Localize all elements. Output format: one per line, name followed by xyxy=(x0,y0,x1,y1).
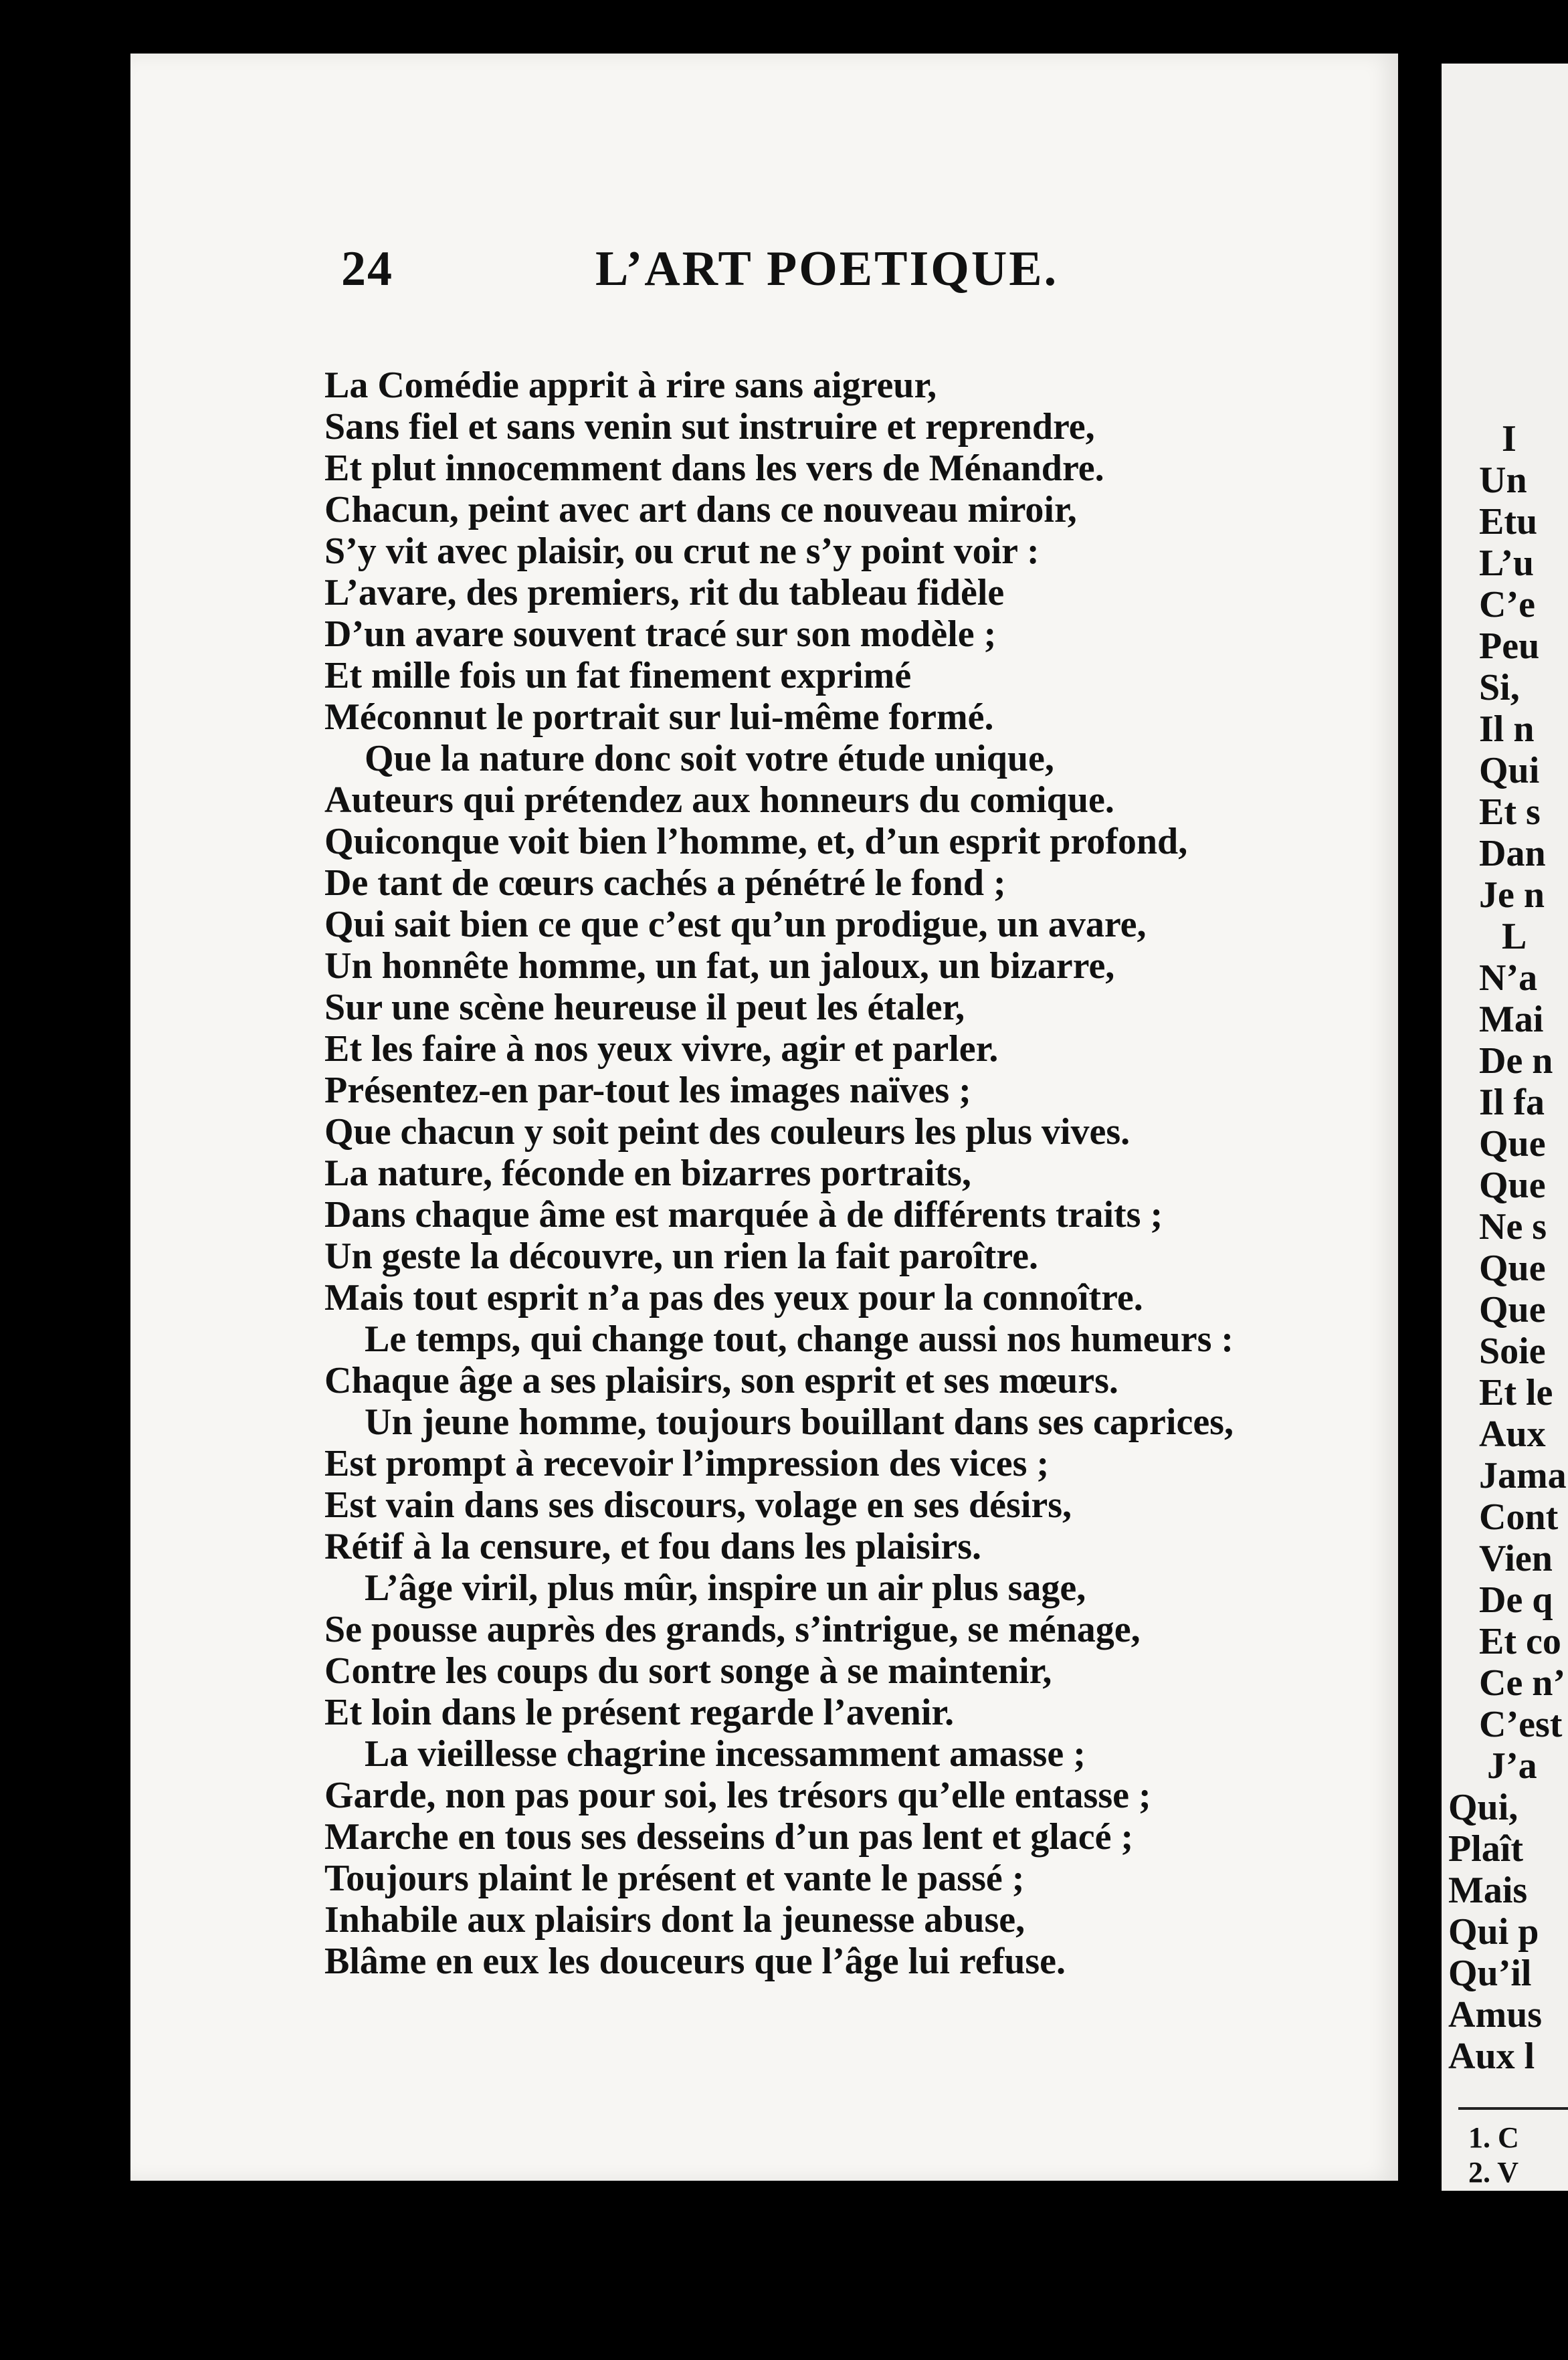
facing-page-footnote: 1. C xyxy=(1468,2121,1519,2154)
poem-line: Toujours plaint le présent et vante le passé ; xyxy=(324,1858,1025,1899)
poem-line: Un jeune homme, toujours bouillant dans ses caprices, xyxy=(365,1401,1234,1443)
facing-page-line: N’a xyxy=(1479,957,1538,999)
poem-line: D’un avare souvent tracé sur son modèle ; xyxy=(324,613,997,655)
facing-page-line: Plaît xyxy=(1448,1828,1523,1870)
facing-page-line: Que xyxy=(1479,1289,1546,1331)
facing-page-line: Amus xyxy=(1448,1994,1543,2036)
page-header-title: L’ART POETIQUE. xyxy=(595,241,1059,296)
poem-line: De tant de cœurs cachés a pénétré le fond ; xyxy=(324,862,1006,904)
poem-line: Que chacun y soit peint des couleurs les plus vives. xyxy=(324,1111,1131,1153)
facing-page-line: Aux l xyxy=(1448,2036,1535,2077)
facing-page-line: J’a xyxy=(1487,1745,1537,1787)
facing-page-line: C’e xyxy=(1479,584,1535,625)
facing-page-line: Aux xyxy=(1479,1413,1546,1455)
poem-line: Blâme en eux les douceurs que l’âge lui refuse. xyxy=(324,1941,1066,1982)
facing-page-line: Peu xyxy=(1479,625,1540,667)
poem-line: S’y vit avec plaisir, ou crut ne s’y point voir : xyxy=(324,530,1040,572)
poem-line: L’âge viril, plus mûr, inspire un air plus sage, xyxy=(365,1567,1086,1609)
facing-page-footnote: 2. V xyxy=(1468,2156,1518,2189)
poem-line: Quiconque voit bien l’homme, et, d’un esprit profond, xyxy=(324,821,1188,862)
poem-line: Sur une scène heureuse il peut les étaler, xyxy=(324,987,965,1028)
poem-line: Et loin dans le présent regarde l’avenir. xyxy=(324,1692,955,1733)
poem-line: Que la nature donc soit votre étude unique, xyxy=(365,738,1054,779)
poem-text xyxy=(324,365,1328,1982)
poem-line: Chaque âge a ses plaisirs, son esprit et ses mœurs. xyxy=(324,1360,1118,1401)
poem-line: Inhabile aux plaisirs dont la jeunesse abuse, xyxy=(324,1899,1025,1941)
page-number: 24 xyxy=(341,241,393,296)
poem-line: Sans fiel et sans venin sut instruire et reprendre, xyxy=(324,406,1095,448)
facing-page-line: Je n xyxy=(1479,874,1545,916)
facing-page-line: Mais xyxy=(1448,1870,1528,1911)
facing-page-line: Il n xyxy=(1479,708,1535,750)
poem-line: Est vain dans ses discours, volage en ses désirs, xyxy=(324,1484,1072,1526)
poem-line: Se pousse auprès des grands, s’intrigue, se ménage, xyxy=(324,1609,1141,1650)
poem-line: La nature, féconde en bizarres portraits, xyxy=(324,1153,971,1194)
poem-line: Un geste la découvre, un rien la fait paroître. xyxy=(324,1236,1039,1277)
facing-page-line: L’u xyxy=(1479,543,1535,584)
poem-line: Marche en tous ses desseins d’un pas lent et glacé ; xyxy=(324,1816,1134,1858)
poem-line: Le temps, qui change tout, change aussi nos humeurs : xyxy=(365,1318,1234,1360)
facing-page-line: Soie xyxy=(1479,1331,1546,1372)
facing-page-line: Etu xyxy=(1479,501,1538,543)
poem-line: Garde, non pas pour soi, les trésors qu’elle entasse ; xyxy=(324,1775,1151,1816)
facing-page-line: Qu’il xyxy=(1448,1953,1532,1994)
facing-page-line: Il fa xyxy=(1479,1082,1545,1123)
facing-page-line: Qui xyxy=(1479,750,1540,791)
facing-page-line: De q xyxy=(1479,1579,1553,1621)
facing-page-line: Et s xyxy=(1479,791,1541,833)
facing-page-line: Et co xyxy=(1479,1621,1561,1662)
facing-page-line: De n xyxy=(1479,1040,1553,1082)
poem-line: Rétif à la censure, et fou dans les plaisirs. xyxy=(324,1526,982,1567)
poem-line: Dans chaque âme est marquée à de différents traits ; xyxy=(324,1194,1163,1236)
facing-page-line: Vien xyxy=(1479,1538,1553,1579)
facing-page-line: Cont xyxy=(1479,1496,1559,1538)
poem-line: Chacun, peint avec art dans ce nouveau miroir, xyxy=(324,489,1077,530)
facing-page-footnotes xyxy=(1442,2121,1568,2190)
facing-page-line: I xyxy=(1502,418,1516,460)
poem-line: La vieillesse chagrine incessamment amasse ; xyxy=(365,1733,1086,1775)
poem-line: Contre les coups du sort songe à se maintenir, xyxy=(324,1650,1052,1692)
poem-line: Méconnut le portrait sur lui-même formé. xyxy=(324,696,994,738)
facing-page-line: L xyxy=(1502,916,1527,957)
facing-page-line: Que xyxy=(1479,1248,1546,1289)
facing-page-line: Et le xyxy=(1479,1372,1553,1413)
facing-page-line: Jama xyxy=(1479,1455,1567,1496)
poem-line: Mais tout esprit n’a pas des yeux pour la connoître. xyxy=(324,1277,1143,1318)
facing-page-line: Que xyxy=(1479,1165,1546,1206)
poem-line: Est prompt à recevoir l’impression des vices ; xyxy=(324,1443,1050,1484)
poem-line: Et les faire à nos yeux vivre, agir et parler. xyxy=(324,1028,999,1070)
poem-line: La Comédie apprit à rire sans aigreur, xyxy=(324,365,937,406)
poem-line: L’avare, des premiers, rit du tableau fidèle xyxy=(324,572,1005,613)
facing-page-line: C’est xyxy=(1479,1704,1563,1745)
facing-page-line: Ce n’ xyxy=(1479,1662,1566,1704)
footnote-rule xyxy=(1458,2107,1568,2110)
facing-page-line: Qui, xyxy=(1448,1787,1518,1828)
facing-page-line: Ne s xyxy=(1479,1206,1547,1248)
facing-page-line: Mai xyxy=(1479,999,1544,1040)
poem-line: Qui sait bien ce que c’est qu’un prodigue, un avare, xyxy=(324,904,1147,945)
poem-line: Un honnête homme, un fat, un jaloux, un bizarre, xyxy=(324,945,1115,987)
facing-page-line: Si, xyxy=(1479,667,1520,708)
poem-line: Présentez-en par-tout les images naïves ; xyxy=(324,1070,971,1111)
facing-page-line: Un xyxy=(1479,460,1527,501)
facing-page-line: Qui p xyxy=(1448,1911,1539,1953)
facing-page-text xyxy=(1442,418,1568,2077)
facing-page-line: Dan xyxy=(1479,833,1546,874)
poem-line: Et mille fois un fat finement exprimé xyxy=(324,655,912,696)
facing-page-line: Que xyxy=(1479,1123,1546,1165)
poem-line: Et plut innocemment dans les vers de Ménandre. xyxy=(324,448,1104,489)
facing-book-page xyxy=(1442,64,1568,2191)
running-head xyxy=(341,241,1144,301)
poem-line: Auteurs qui prétendez aux honneurs du comique. xyxy=(324,779,1114,821)
